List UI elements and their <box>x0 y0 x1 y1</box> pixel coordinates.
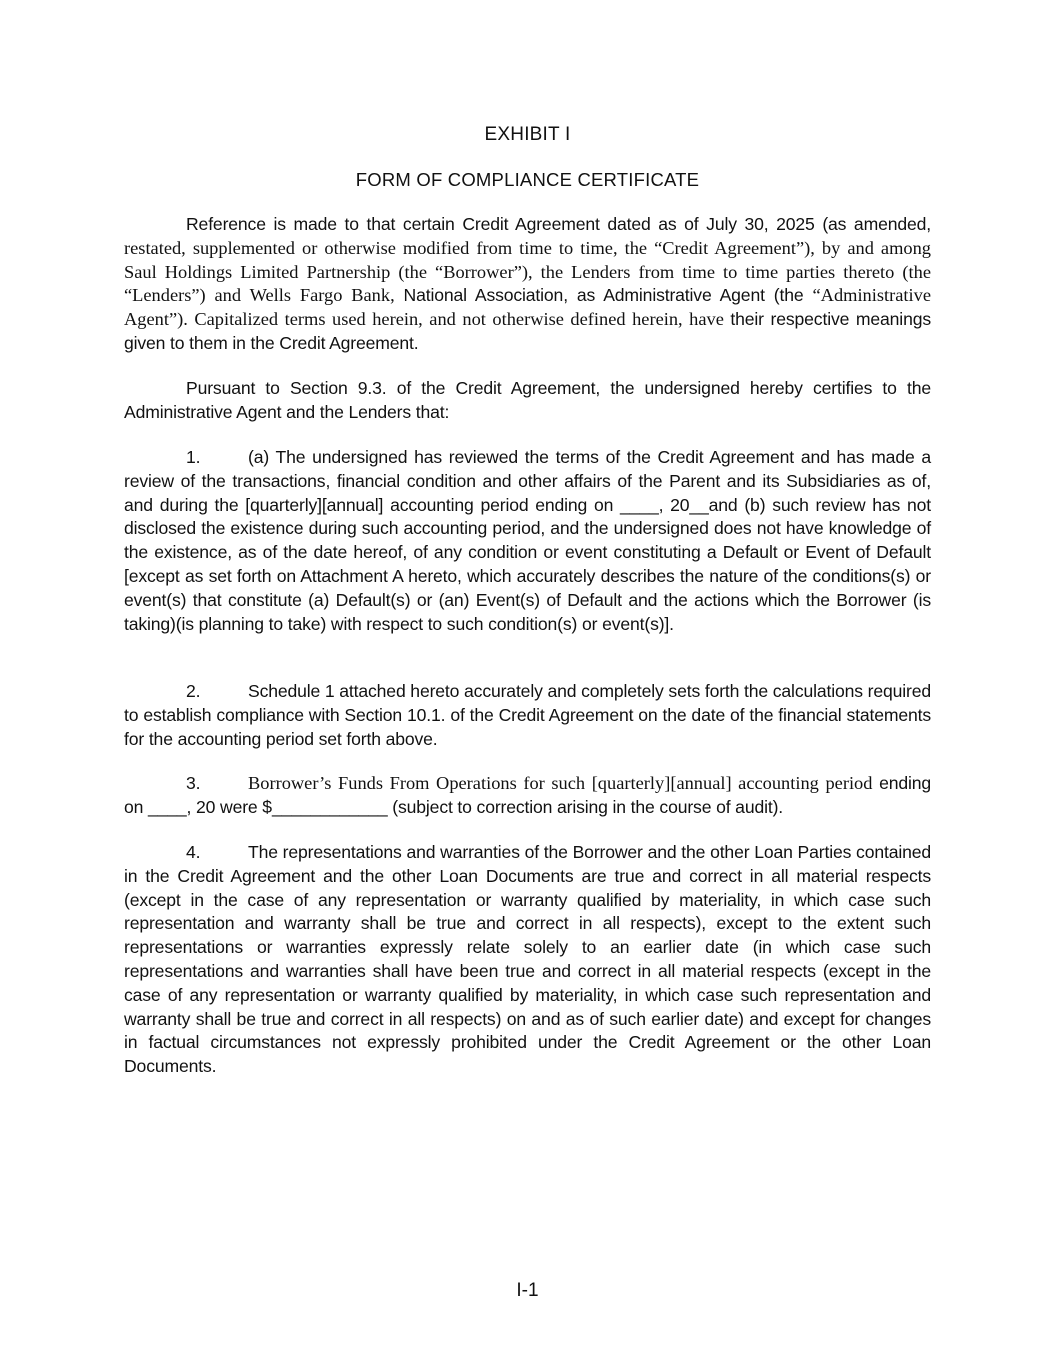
item-4-number: 4. <box>186 842 201 862</box>
certification-item-1 <box>124 446 931 636</box>
item-2-text: Schedule 1 attached hereto accurately and completely sets forth the calculations required to establish compliance with Section 10.1. of the Credit Agreement on the date of the financial statements for the accounting period set forth above. <box>124 681 931 749</box>
reference-paragraph <box>124 213 931 356</box>
certification-item-2 <box>124 680 931 751</box>
item-3-number: 3. <box>186 773 201 793</box>
reference-text-part-5: their respective meanings given to them in the Credit Agreement. <box>124 309 931 353</box>
reference-text-part-3: National Association, as Administrative Agent (the <box>403 285 813 306</box>
certification-item-3 <box>124 772 931 820</box>
item-2-number: 2. <box>186 681 201 701</box>
reference-text-part-2: restated, supplemented or otherwise modified from time to time, the “Credit Agreement”), by and among Saul Holdings Limited Partnership (the “Borrower”), the Lenders from time to time parties thereto (the “Lenders”) and Wells Fargo Bank, <box>124 237 931 306</box>
reference-text-part-1: Reference is made to that certain Credit Agreement dated as of July 30, 2025 (as amended, <box>186 214 931 234</box>
reference-text-part-4: “Administrative Agent”). Capitalized terms used herein, and not otherwise defined herein, have <box>124 285 931 330</box>
item-1-number: 1. <box>186 447 201 467</box>
certification-item-4 <box>124 841 931 1079</box>
page-number: I-1 <box>516 1280 539 1301</box>
exhibit-title: EXHIBIT I <box>484 124 571 145</box>
item-4-text: The representations and warranties of the Borrower and the other Loan Parties contained in the Credit Agreement and the other Loan Documents are true and correct in all material respects (except in the case of any representation or warranty qualified by materiality, in which case such representation and warranty shall be true and correct in all respects), except to the extent such representations or warranties expressly relate solely to an earlier date (in which case such representations and warranties shall have been true and correct in all material respects (except in the case of any representation or warranty qualified by materiality, in which case such representation and warranty shall be true and correct in all respects) on and as of such earlier date) and except for changes in factual circumstances not expressly prohibited under the Credit Agreement or the other Loan Documents. <box>124 842 931 1077</box>
item-1-text: (a) The undersigned has reviewed the terms of the Credit Agreement and has made a review of the transactions, financial condition and other affairs of the Parent and its Subsidiaries as of, and during the [quarterly][annual] accounting period ending on ____, 20__and (b) such review has not disclosed the existence during such accounting period, and the undersigned does not have knowledge of the existence, as of the date hereof, of any condition or event constituting a Default or Event of Default [except as set forth on Attachment A hereto, which accurately describes the nature of the conditions(s) or event(s) that constitute (a) Default(s) or (an) Event(s) of Default and the actions which the Borrower (is taking)(is planning to take) with respect to such condition(s) or event(s)]. <box>124 447 931 634</box>
pursuant-paragraph: Pursuant to Section 9.3. of the Credit Agreement, the undersigned hereby certifies to the Administrative Agent and the Lenders that: <box>124 378 931 422</box>
form-title: FORM OF COMPLIANCE CERTIFICATE <box>355 169 700 190</box>
item-3-text-serif: Borrower’s Funds From Operations for such [quarterly][annual] accounting period <box>248 773 880 793</box>
item-3-text-sans: ending on ____, 20 were $____________ (subject to correction arising in the course of audit). <box>124 773 931 817</box>
